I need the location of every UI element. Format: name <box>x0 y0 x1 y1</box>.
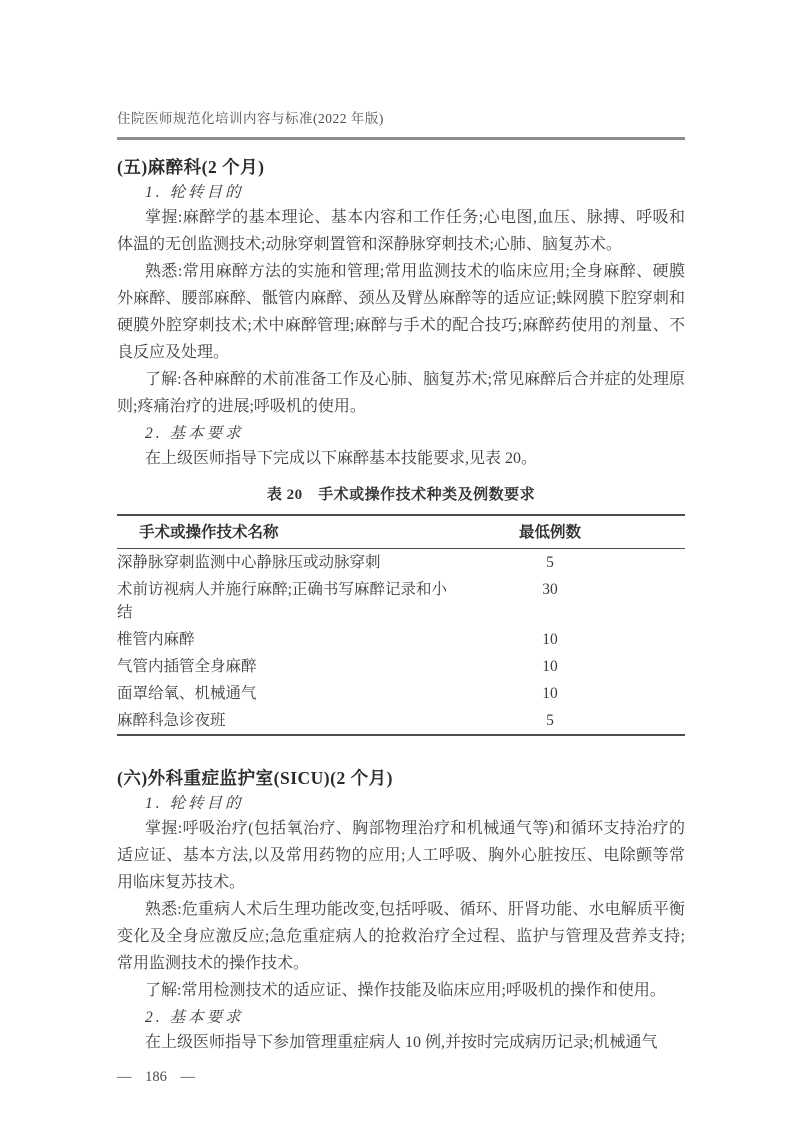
table-row <box>117 549 685 576</box>
table-row <box>117 653 685 680</box>
table-row <box>117 680 685 707</box>
min-cases-value: 10 <box>542 684 558 702</box>
min-cases-value: 10 <box>542 630 558 648</box>
sicu-paragraph-familiar: 熟悉:危重病人术后生理功能改变,包括呼吸、循环、肝肾功能、水电解质平衡变化及全身应激反应;急危重症病人的抢救治疗全过程、监护与管理及营养支持;常用监测技术的操作技术。 <box>117 900 685 972</box>
min-cases-value: 10 <box>542 657 558 675</box>
page-number: — 186 — <box>117 1068 195 1085</box>
technique-name: 气管内插管全身麻醉 <box>117 657 257 675</box>
technique-name: 椎管内麻醉 <box>117 630 195 648</box>
column-header-min-cases: 最低例数 <box>518 523 581 541</box>
section-sicu-heading: (六)外科重症监护室(SICU)(2 个月) <box>117 767 393 788</box>
anesthesiology-paragraph-familiar: 熟悉:常用麻醉方法的实施和管理;常用监测技术的临床应用;全身麻醉、硬膜外麻醉、腰部麻醉、骶管内麻醉、颈丛及臂丛麻醉等的适应证;蛛网膜下腔穿刺和硬膜外腔穿刺技术;术中麻醉管理;麻醉与手术的配合技巧;麻醉药使用的剂量、不良反应及处理。 <box>117 262 685 361</box>
anesthesiology-rotation-goal-label: 1. 轮转目的 <box>145 183 244 201</box>
table-row <box>117 626 685 653</box>
technique-name: 术前访视病人并施行麻醉;正确书写麻醉记录和小结 <box>117 580 447 621</box>
anesthesiology-basic-req-text: 在上级医师指导下完成以下麻醉基本技能要求,见表 20。 <box>145 449 538 467</box>
min-cases-value: 30 <box>542 580 558 598</box>
sicu-basic-req-text: 在上级医师指导下参加管理重症病人 10 例,并按时完成病历记录;机械通气 <box>145 1033 658 1051</box>
anesthesiology-paragraph-master: 掌握:麻醉学的基本理论、基本内容和工作任务;心电图,血压、脉搏、呼吸和体温的无创监测技术;动脉穿刺置管和深静脉穿刺技术;心肺、脑复苏术。 <box>117 208 685 253</box>
anesthesiology-paragraph-understand: 了解:各种麻醉的术前准备工作及心肺、脑复苏术;常见麻醉后合并症的处理原则;疼痛治疗的进展;呼吸机的使用。 <box>117 370 685 415</box>
min-cases-value: 5 <box>546 553 554 571</box>
sicu-paragraph-understand: 了解:常用检测技术的适应证、操作技能及临床应用;呼吸机的操作和使用。 <box>145 981 666 999</box>
column-header-technique-name: 手术或操作技术名称 <box>139 523 279 541</box>
technique-name: 深静脉穿刺监测中心静脉压或动脉穿刺 <box>117 553 381 571</box>
anesthesiology-basic-req-label: 2. 基本要求 <box>145 424 244 442</box>
sicu-basic-req-label: 2. 基本要求 <box>145 1008 244 1026</box>
running-head-text: 住院医师规范化培训内容与标准(2022 年版) <box>117 111 384 126</box>
table-20-title: 表 20 手术或操作技术种类及例数要求 <box>266 486 536 503</box>
table-20 <box>117 485 685 736</box>
section-anesthesiology-heading: (五)麻醉科(2 个月) <box>117 156 265 177</box>
table-row <box>117 576 685 626</box>
technique-name: 麻醉科急诊夜班 <box>117 711 226 729</box>
running-head-rule <box>117 137 685 140</box>
min-cases-value: 5 <box>546 711 554 729</box>
table-header-row <box>117 516 685 549</box>
table-20-grid <box>117 514 685 736</box>
technique-name: 面罩给氧、机械通气 <box>117 684 257 702</box>
sicu-rotation-goal-label: 1. 轮转目的 <box>145 794 244 812</box>
running-head <box>117 0 685 140</box>
sicu-paragraph-master: 掌握:呼吸治疗(包括氧治疗、胸部物理治疗和机械通气等)和循环支持治疗的适应证、基本方法,以及常用药物的应用;人工呼吸、胸外心脏按压、电除颤等常用临床复苏技术。 <box>117 819 685 891</box>
table-row <box>117 707 685 734</box>
